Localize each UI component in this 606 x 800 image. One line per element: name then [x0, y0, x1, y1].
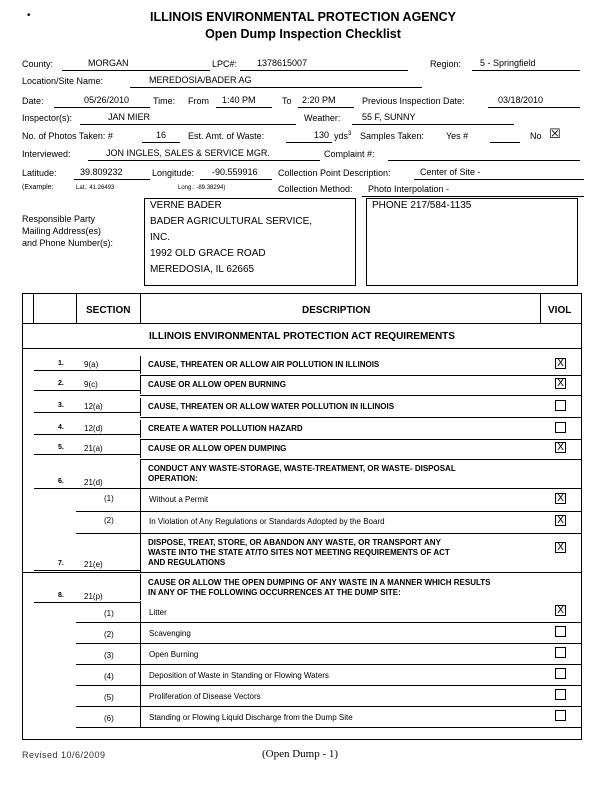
example-latitude: Lat.: 41.26493 [76, 185, 115, 191]
row-5-divider [140, 440, 141, 458]
row-2-section-underline [34, 390, 140, 391]
row-6-sub-1-viol-checkbox[interactable]: X [555, 493, 566, 504]
previous-inspection-label: Previous Inspection Date: [362, 96, 465, 106]
row-7-divider [140, 534, 141, 572]
to-label: To [282, 96, 292, 106]
row-8-sub-5-number: (5) [104, 693, 114, 702]
row-6-sub-1-bottom-line [76, 511, 582, 512]
row-4-bottom-line [140, 439, 582, 440]
row-3-number: 3. [58, 402, 64, 409]
row-3-bottom-line [140, 417, 582, 418]
longitude-label: Longitude: [152, 168, 195, 178]
row-8-sub-4-number: (4) [104, 672, 114, 681]
row-7-description-line3: AND REGULATIONS [148, 558, 226, 567]
weather-label: Weather: [304, 113, 341, 123]
row-6-bottom-line [140, 488, 582, 489]
row-2-number: 2. [58, 380, 64, 387]
interviewed-underline [88, 160, 320, 161]
row-6-description-line2: OPERATION: [148, 474, 198, 483]
header-divider-c [140, 293, 141, 323]
collection-point-underline [414, 179, 584, 180]
row-1-section-underline [34, 370, 140, 371]
row-2-viol-checkbox[interactable]: X [555, 378, 566, 389]
example-longitude: Long.: -89.38294) [178, 185, 226, 191]
collection-method-underline [362, 196, 584, 197]
row-4-viol-checkbox[interactable] [555, 422, 566, 433]
samples-no-label: No [530, 131, 542, 141]
row-8-sub-6-description: Standing or Flowing Liquid Discharge from the Dump Site [149, 713, 353, 722]
header-divider-d [540, 293, 541, 323]
party-label-line2: Mailing Address(es) [22, 226, 102, 236]
row-6-sub-2-description: In Violation of Any Regulations or Standards Adopted by the Board [149, 517, 385, 526]
row-2-bottom-line [140, 395, 582, 396]
waste-underline [286, 142, 332, 143]
party-line-1: VERNE BADER [150, 200, 222, 211]
photos-value[interactable]: 16 [156, 130, 167, 140]
row-4-number: 4. [58, 424, 64, 431]
row-8-description-line2: IN ANY OF THE FOLLOWING OCCURRENCES AT THE DUMP SITE: [148, 588, 401, 597]
row-8-sub-3-bottom-line [76, 664, 582, 665]
row-6-sub-2-viol-checkbox[interactable]: X [555, 515, 566, 526]
region-value[interactable]: 5 - Springfield [480, 58, 536, 68]
row-8-sub-2-description: Scavenging [149, 629, 191, 638]
party-line-3: INC. [150, 232, 170, 243]
column-header-description: DESCRIPTION [302, 305, 371, 316]
example-label: (Example: [22, 184, 54, 191]
row-8-sub-1-description: Litter [149, 608, 167, 617]
party-phone: PHONE 217/584-1135 [372, 200, 472, 211]
location-underline [130, 87, 422, 88]
row-8-sub-6-bottom-line [76, 727, 582, 728]
row-4-section-underline [34, 434, 140, 435]
row-6-sub-2-number: (2) [104, 516, 114, 525]
row-8-sub-3-viol-checkbox[interactable] [555, 647, 566, 658]
row-8-section-underline [34, 602, 140, 603]
row-5-section: 21(a) [84, 444, 103, 453]
party-line-4: 1992 OLD GRACE ROAD [150, 248, 266, 259]
row-8-sub-1-divider [140, 601, 141, 622]
row-5-description: CAUSE OR ALLOW OPEN DUMPING [148, 444, 287, 453]
row-6-sub-1-description: Without a Permit [149, 495, 209, 504]
row-8-sub-6-viol-checkbox[interactable] [555, 710, 566, 721]
row-8-number: 8. [58, 592, 64, 599]
row-8-sub-5-bottom-line [76, 706, 582, 707]
row-8-sub-5-divider [140, 685, 141, 706]
row-6-section: 21(d) [84, 478, 103, 487]
yds-label [334, 131, 351, 141]
party-label-line3: and Phone Number(s): [22, 238, 114, 248]
row-7-bottom-line [22, 572, 582, 573]
row-1-number: 1. [58, 360, 64, 367]
row-1-section: 9(a) [84, 360, 99, 369]
row-7-description-line2: WASTE INTO THE STATE AT/TO SITES NOT MEETING REQUIREMENTS OF ACT [148, 548, 450, 557]
header-bottom-line [22, 323, 582, 324]
to-value[interactable]: 2:20 PM [302, 95, 336, 105]
inspectors-value[interactable]: JAN MIER [108, 112, 151, 122]
party-phone-box[interactable] [366, 198, 578, 286]
samples-label: Samples Taken: [360, 131, 424, 141]
row-6-number: 6. [58, 478, 64, 485]
row-6-section-underline [34, 488, 140, 489]
row-1-viol-checkbox[interactable]: X [555, 358, 566, 369]
agency-title: ILLINOIS ENVIRONMENTAL PROTECTION AGENCY [149, 10, 457, 24]
latitude-value[interactable]: 39.809232 [80, 167, 123, 177]
row-3-viol-checkbox[interactable] [555, 400, 566, 411]
column-header-viol: VIOL [548, 305, 572, 316]
row-6-divider [140, 460, 141, 488]
row-8-sub-1-viol-checkbox[interactable]: X [555, 605, 566, 616]
page-label: (Open Dump - 1) [262, 748, 339, 760]
latitude-label: Latitude: [22, 168, 57, 178]
row-1-description: CAUSE, THREATEN OR ALLOW AIR POLLUTION IN ILLINOIS [148, 360, 380, 369]
collection-point-label: Collection Point Description: [278, 168, 391, 178]
row-8-sub-6-number: (6) [104, 714, 114, 723]
lpc-underline [240, 70, 408, 71]
date-value[interactable]: 05/26/2010 [84, 95, 130, 105]
collection-method-label: Collection Method: [278, 184, 353, 194]
from-value[interactable]: 1:40 PM [222, 95, 256, 105]
row-8-sub-4-viol-checkbox[interactable] [555, 668, 566, 679]
samples-yes-label: Yes # [446, 131, 469, 141]
row-3-section-underline [34, 412, 140, 413]
from-underline [216, 107, 272, 108]
from-label: From [188, 96, 209, 106]
lpc-value[interactable]: 1378615007 [257, 58, 308, 68]
act-heading: ILLINOIS ENVIRONMENTAL PROTECTION ACT REQUIREMENTS [149, 331, 455, 342]
row-8-sub-4-bottom-line [76, 685, 582, 686]
row-8-sub-1-number: (1) [104, 609, 114, 618]
inspectors-underline [80, 124, 296, 125]
row-8-sub-5-viol-checkbox[interactable] [555, 689, 566, 700]
row-4-section: 12(d) [84, 424, 103, 433]
location-label: Location/Site Name: [22, 76, 104, 86]
row-7-section: 21(e) [84, 560, 103, 569]
yds-text: yds [334, 131, 349, 141]
row-6-sub-2-bottom-line [76, 533, 582, 534]
lpc-label: LPC#: [212, 59, 238, 69]
date-underline [54, 107, 150, 108]
row-3-description: CAUSE, THREATEN OR ALLOW WATER POLLUTION IN ILLINOIS [148, 402, 395, 411]
party-line-2: BADER AGRICULTURAL SERVICE, [150, 216, 313, 227]
row-7-section-underline [34, 570, 140, 571]
row-7-description-line1: DISPOSE, TREAT, STORE, OR ABANDON ANY WASTE, OR TRANSPORT ANY [148, 538, 441, 547]
previous-inspection-value[interactable]: 03/18/2010 [498, 95, 544, 105]
act-heading-line [22, 348, 582, 349]
row-3-section: 12(a) [84, 402, 103, 411]
row-6-sub-1-divider [140, 489, 141, 511]
row-8-sub-1-bottom-line [76, 622, 582, 623]
row-4-description: CREATE A WATER POLLUTION HAZARD [148, 424, 303, 433]
previous-inspection-underline [488, 107, 580, 108]
column-header-section: SECTION [86, 305, 131, 316]
waste-label: Est. Amt. of Waste: [188, 131, 265, 141]
weather-value[interactable]: 55 F, SUNNY [362, 112, 416, 122]
location-value[interactable]: MEREDOSIA/BADER AG [149, 75, 252, 85]
row-5-section-underline [34, 454, 140, 455]
row-2-section: 9(c) [84, 380, 98, 389]
yds-superscript: 3 [348, 131, 352, 137]
inspectors-label: Inspector(s): [22, 113, 73, 123]
weather-underline [352, 124, 514, 125]
party-label-line1: Responsible Party [22, 214, 96, 224]
row-2-description: CAUSE OR ALLOW OPEN BURNING [148, 380, 286, 389]
row-8-sub-4-divider [140, 664, 141, 685]
row-8-section: 21(p) [84, 592, 103, 601]
date-label: Date: [22, 96, 44, 106]
photos-label: No. of Photos Taken: # [22, 131, 113, 141]
row-8-sub-3-divider [140, 643, 141, 664]
row-8-sub-3-description: Open Burning [149, 650, 199, 659]
revised-date: Revised 10/6/2009 [22, 750, 106, 760]
row-1-bottom-line [140, 375, 582, 376]
photos-underline [142, 142, 180, 143]
waste-value[interactable]: 130 [314, 130, 330, 140]
to-underline [298, 107, 354, 108]
row-4-divider [140, 420, 141, 438]
row-7-number: 7. [58, 560, 64, 567]
row-5-viol-checkbox[interactable]: X [555, 442, 566, 453]
form-title: Open Dump Inspection Checklist [205, 27, 401, 41]
row-8-sub-4-description: Deposition of Waste in Standing or Flowing Waters [149, 671, 329, 680]
interviewed-value[interactable]: JON INGLES, SALES & SERVICE MGR. [106, 148, 270, 158]
row-8-sub-2-viol-checkbox[interactable] [555, 626, 566, 637]
time-label: Time: [153, 96, 176, 106]
county-underline [62, 70, 210, 71]
row-5-bottom-line [140, 459, 582, 460]
county-label: County: [22, 59, 54, 69]
row-6-sub-2-divider [140, 511, 141, 533]
complaint-label: Complaint #: [324, 149, 375, 159]
interviewed-label: Interviewed: [22, 149, 71, 159]
row-8-sub-2-bottom-line [76, 643, 582, 644]
longitude-value[interactable]: -90.559916 [212, 167, 258, 177]
samples-yes-underline [490, 142, 520, 143]
row-7-viol-checkbox[interactable]: X [555, 542, 566, 553]
party-line-5: MEREDOSIA, IL 62665 [150, 264, 255, 275]
latitude-underline [74, 179, 150, 180]
corner-mark: • [27, 10, 31, 21]
row-8-sub-3-number: (3) [104, 651, 114, 660]
samples-no-checkbox[interactable]: ☒ [549, 127, 561, 142]
collection-point-value[interactable]: Center of Site - [420, 167, 481, 177]
row-8-sub-5-description: Proliferation of Disease Vectors [149, 692, 261, 701]
row-8-description-line1: CAUSE OR ALLOW THE OPEN DUMPING OF ANY WASTE IN A MANNER WHICH RESULTS [148, 578, 491, 587]
row-2-divider [140, 376, 141, 394]
region-label: Region: [430, 59, 462, 69]
row-8-sub-2-divider [140, 622, 141, 643]
row-1-divider [140, 356, 141, 374]
collection-method-value[interactable]: Photo Interpolation - [368, 184, 450, 194]
row-8-divider [140, 574, 141, 600]
header-divider-a [33, 293, 34, 323]
row-5-number: 5. [58, 444, 64, 451]
row-6-sub-1-number: (1) [104, 494, 114, 503]
header-divider-b [76, 293, 77, 323]
longitude-underline [200, 179, 272, 180]
county-value[interactable]: MORGAN [88, 58, 129, 68]
row-6-description-line1: CONDUCT ANY WASTE-STORAGE, WASTE-TREATMENT, OR WASTE- DISPOSAL [148, 464, 456, 473]
row-8-sub-6-divider [140, 706, 141, 727]
region-underline [472, 70, 580, 71]
row-8-sub-2-number: (2) [104, 630, 114, 639]
row-3-divider [140, 398, 141, 416]
complaint-underline [388, 160, 580, 161]
